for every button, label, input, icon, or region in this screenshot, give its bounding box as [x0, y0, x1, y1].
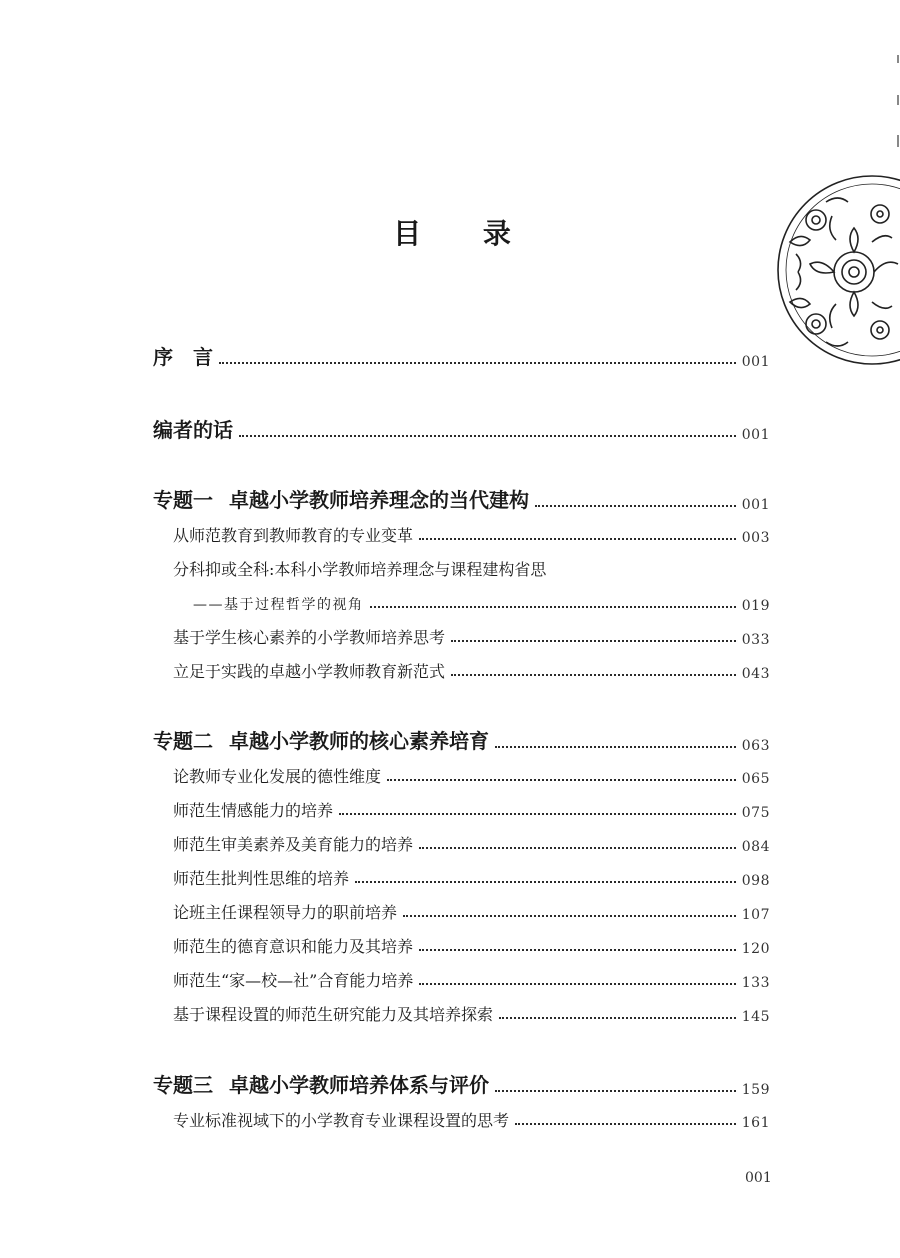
toc-entry-label: 师范生审美素养及美育能力的培养 [173, 835, 414, 854]
dot-leader [495, 1090, 736, 1092]
toc-page-number: 063 [741, 738, 770, 754]
toc-entry-label: 基于课程设置的师范生研究能力及其培养探索 [173, 1005, 494, 1024]
toc-page-number: 161 [741, 1115, 770, 1131]
dot-leader [419, 538, 736, 540]
toc-entry-label: 从师范教育到教师教育的专业变革 [173, 526, 414, 545]
toc-entry-label: ——基于过程哲学的视角 [193, 597, 364, 613]
toc-page-number: 001 [741, 427, 770, 443]
floral-medallion-icon [776, 172, 900, 368]
dot-leader [535, 505, 736, 507]
toc-entry-label: 专业标准视域下的小学教育专业课程设置的思考 [173, 1111, 510, 1130]
toc-title: 目 录 [393, 217, 537, 250]
dot-leader [451, 674, 736, 676]
toc-page-number: 107 [741, 907, 770, 923]
toc-entry-label: 专题三 卓越小学教师培养体系与评价 [153, 1073, 489, 1097]
toc-page-number: 120 [741, 941, 770, 957]
dot-leader [419, 949, 736, 951]
dot-leader [339, 813, 736, 815]
toc-entry-2-1[interactable] [173, 765, 770, 787]
toc-entry-label: 论教师专业化发展的德性维度 [173, 767, 382, 786]
dot-leader [355, 881, 736, 883]
toc-page-number: 065 [741, 771, 770, 787]
toc-entry-1-3[interactable] [173, 626, 770, 648]
toc-entry-label: 专题二 卓越小学教师的核心素养培育 [153, 729, 489, 753]
dot-leader [451, 640, 736, 642]
toc-page-number: 033 [741, 632, 770, 648]
toc-page-number: 001 [741, 354, 770, 370]
toc-entry-label: 编者的话 [153, 418, 233, 442]
toc-entry-2-2[interactable] [173, 799, 770, 821]
dot-leader [515, 1123, 736, 1125]
toc-page-number: 019 [741, 598, 770, 614]
toc-entry-label: 师范生情感能力的培养 [173, 801, 334, 820]
toc-entry-editor[interactable] [153, 417, 770, 443]
toc-page-number: 133 [741, 975, 770, 991]
toc-entry-2-7[interactable] [173, 969, 770, 991]
toc-page-number: 043 [741, 666, 770, 682]
toc-entry-label: 序 言 [153, 345, 213, 369]
toc-entry-3-1[interactable] [173, 1109, 770, 1131]
dot-leader [403, 915, 736, 917]
toc-page-number: 084 [741, 839, 770, 855]
toc-entry-label: 师范生批判性思维的培养 [173, 869, 350, 888]
dot-leader [499, 1017, 736, 1019]
toc-page-number: 003 [741, 530, 770, 546]
toc-page-number: 098 [741, 873, 770, 889]
toc-entry-label: 专题一 卓越小学教师培养理念的当代建构 [153, 488, 529, 512]
toc-page-number: 001 [741, 497, 770, 513]
toc-entry-1-2[interactable] [173, 558, 770, 580]
toc-entry-label: 论班主任课程领导力的职前培养 [173, 903, 398, 922]
toc-entry-2-4[interactable] [173, 867, 770, 889]
toc-entry-label: 师范生的德育意识和能力及其培养 [173, 937, 414, 956]
toc-entry-1-1[interactable] [173, 524, 770, 546]
page-number-footer: 001 [745, 1170, 772, 1186]
toc-entry-1-2-subtitle[interactable] [193, 592, 770, 614]
page-edge-mark [894, 55, 900, 155]
dot-leader [419, 847, 736, 849]
dot-leader [219, 362, 736, 364]
toc-entry-2-6[interactable] [173, 935, 770, 957]
toc-page-number: 159 [741, 1082, 770, 1098]
toc-entry-label: 立足于实践的卓越小学教师教育新范式 [173, 662, 446, 681]
dot-leader [387, 779, 736, 781]
toc-entry-label: 基于学生核心素养的小学教师培养思考 [173, 628, 446, 647]
toc-entry-2-3[interactable] [173, 833, 770, 855]
toc-entry-label: 分科抑或全科:本科小学教师培养理念与课程建构省思 [173, 560, 547, 579]
toc-entry-2-5[interactable] [173, 901, 770, 923]
toc-entry-preface[interactable] [153, 344, 770, 370]
toc-page-number: 145 [741, 1009, 770, 1025]
toc-entry-topic-3[interactable] [153, 1072, 770, 1098]
toc-page-number: 075 [741, 805, 770, 821]
toc-entry-2-8[interactable] [173, 1003, 770, 1025]
dot-leader [495, 746, 736, 748]
toc-entry-topic-1[interactable] [153, 487, 770, 513]
dot-leader [419, 983, 735, 985]
toc-entry-label: 师范生“家—校—社”合育能力培养 [173, 971, 414, 990]
dot-leader [370, 606, 736, 608]
toc-entry-topic-2[interactable] [153, 728, 770, 754]
toc-entry-1-4[interactable] [173, 660, 770, 682]
dot-leader [239, 435, 736, 437]
